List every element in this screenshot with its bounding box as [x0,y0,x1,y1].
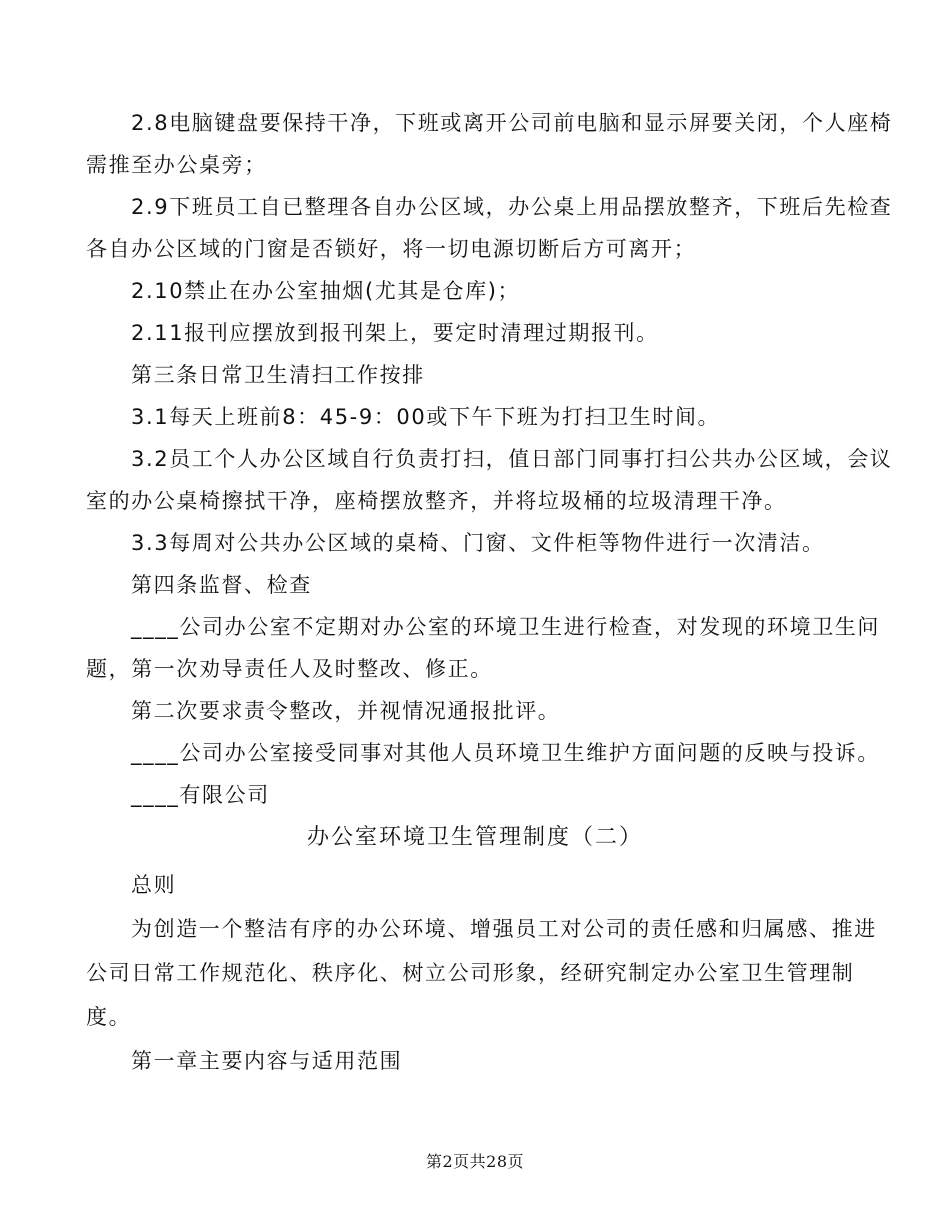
section-heading: 第三条日常卫生清扫工作按排 [131,363,425,387]
paragraph-line: 2.11报刊应摆放到报刊架上，要定时清理过期报刊。 [131,321,659,345]
paragraph-line: ____公司办公室不定期对办公室的环境卫生进行检查，对发现的环境卫生问 [131,615,880,639]
paragraph-line: 2.9下班员工自已整理各自办公区域，办公桌上用品摆放整齐，下班后先检查 [131,195,893,219]
section-heading: 第一章主要内容与适用范围 [131,1049,403,1073]
paragraph-line: 为创造一个整洁有序的办公环境、增强员工对公司的责任感和归属感、推进 [131,917,877,941]
paragraph-line: 2.10禁止在办公室抽烟(尤其是仓库)； [131,279,521,303]
paragraph-line: 3.1每天上班前8：45-9：00或下午下班为打扫卫生时间。 [131,405,721,429]
paragraph-line: 度。 [86,1005,132,1029]
paragraph-line: 公司日常工作规范化、秩序化、树立公司形象，经研究制定办公室卫生管理制 [86,961,855,985]
paragraph-line: 3.3每周对公共办公区域的桌椅、门窗、文件柜等物件进行一次清洁。 [131,531,825,555]
paragraph-line: 第二次要求责令整改，并视情况通报批评。 [131,699,561,723]
paragraph-line: 需推至办公桌旁； [86,153,267,177]
paragraph-line: 3.2员工个人办公区域自行负责打扫，值日部门同事打扫公共办公区域，会议 [131,447,893,471]
company-signature: ____有限公司 [131,783,270,807]
paragraph-line: 题，第一次劝导责任人及时整改、修正。 [86,657,493,681]
paragraph-line: ____公司办公室接受同事对其他人员环境卫生维护方面问题的反映与投诉。 [131,741,880,765]
section-heading: 第四条监督、检查 [131,573,312,597]
paragraph-line: 各自办公区域的门窗是否锁好，将一切电源切断后方可离开； [86,237,697,261]
paragraph-line: 室的办公桌椅擦拭干净，座椅摆放整齐，并将垃圾桶的垃圾清理干净。 [86,489,787,513]
paragraph-line: 2.8电脑键盘要保持干净，下班或离开公司前电脑和显示屏要关闭，个人座椅 [131,111,893,135]
section-heading: 总则 [131,873,177,897]
section-title: 办公室环境卫生管理制度（二） [306,825,643,850]
page-number: 第2页共28页 [425,1152,525,1171]
